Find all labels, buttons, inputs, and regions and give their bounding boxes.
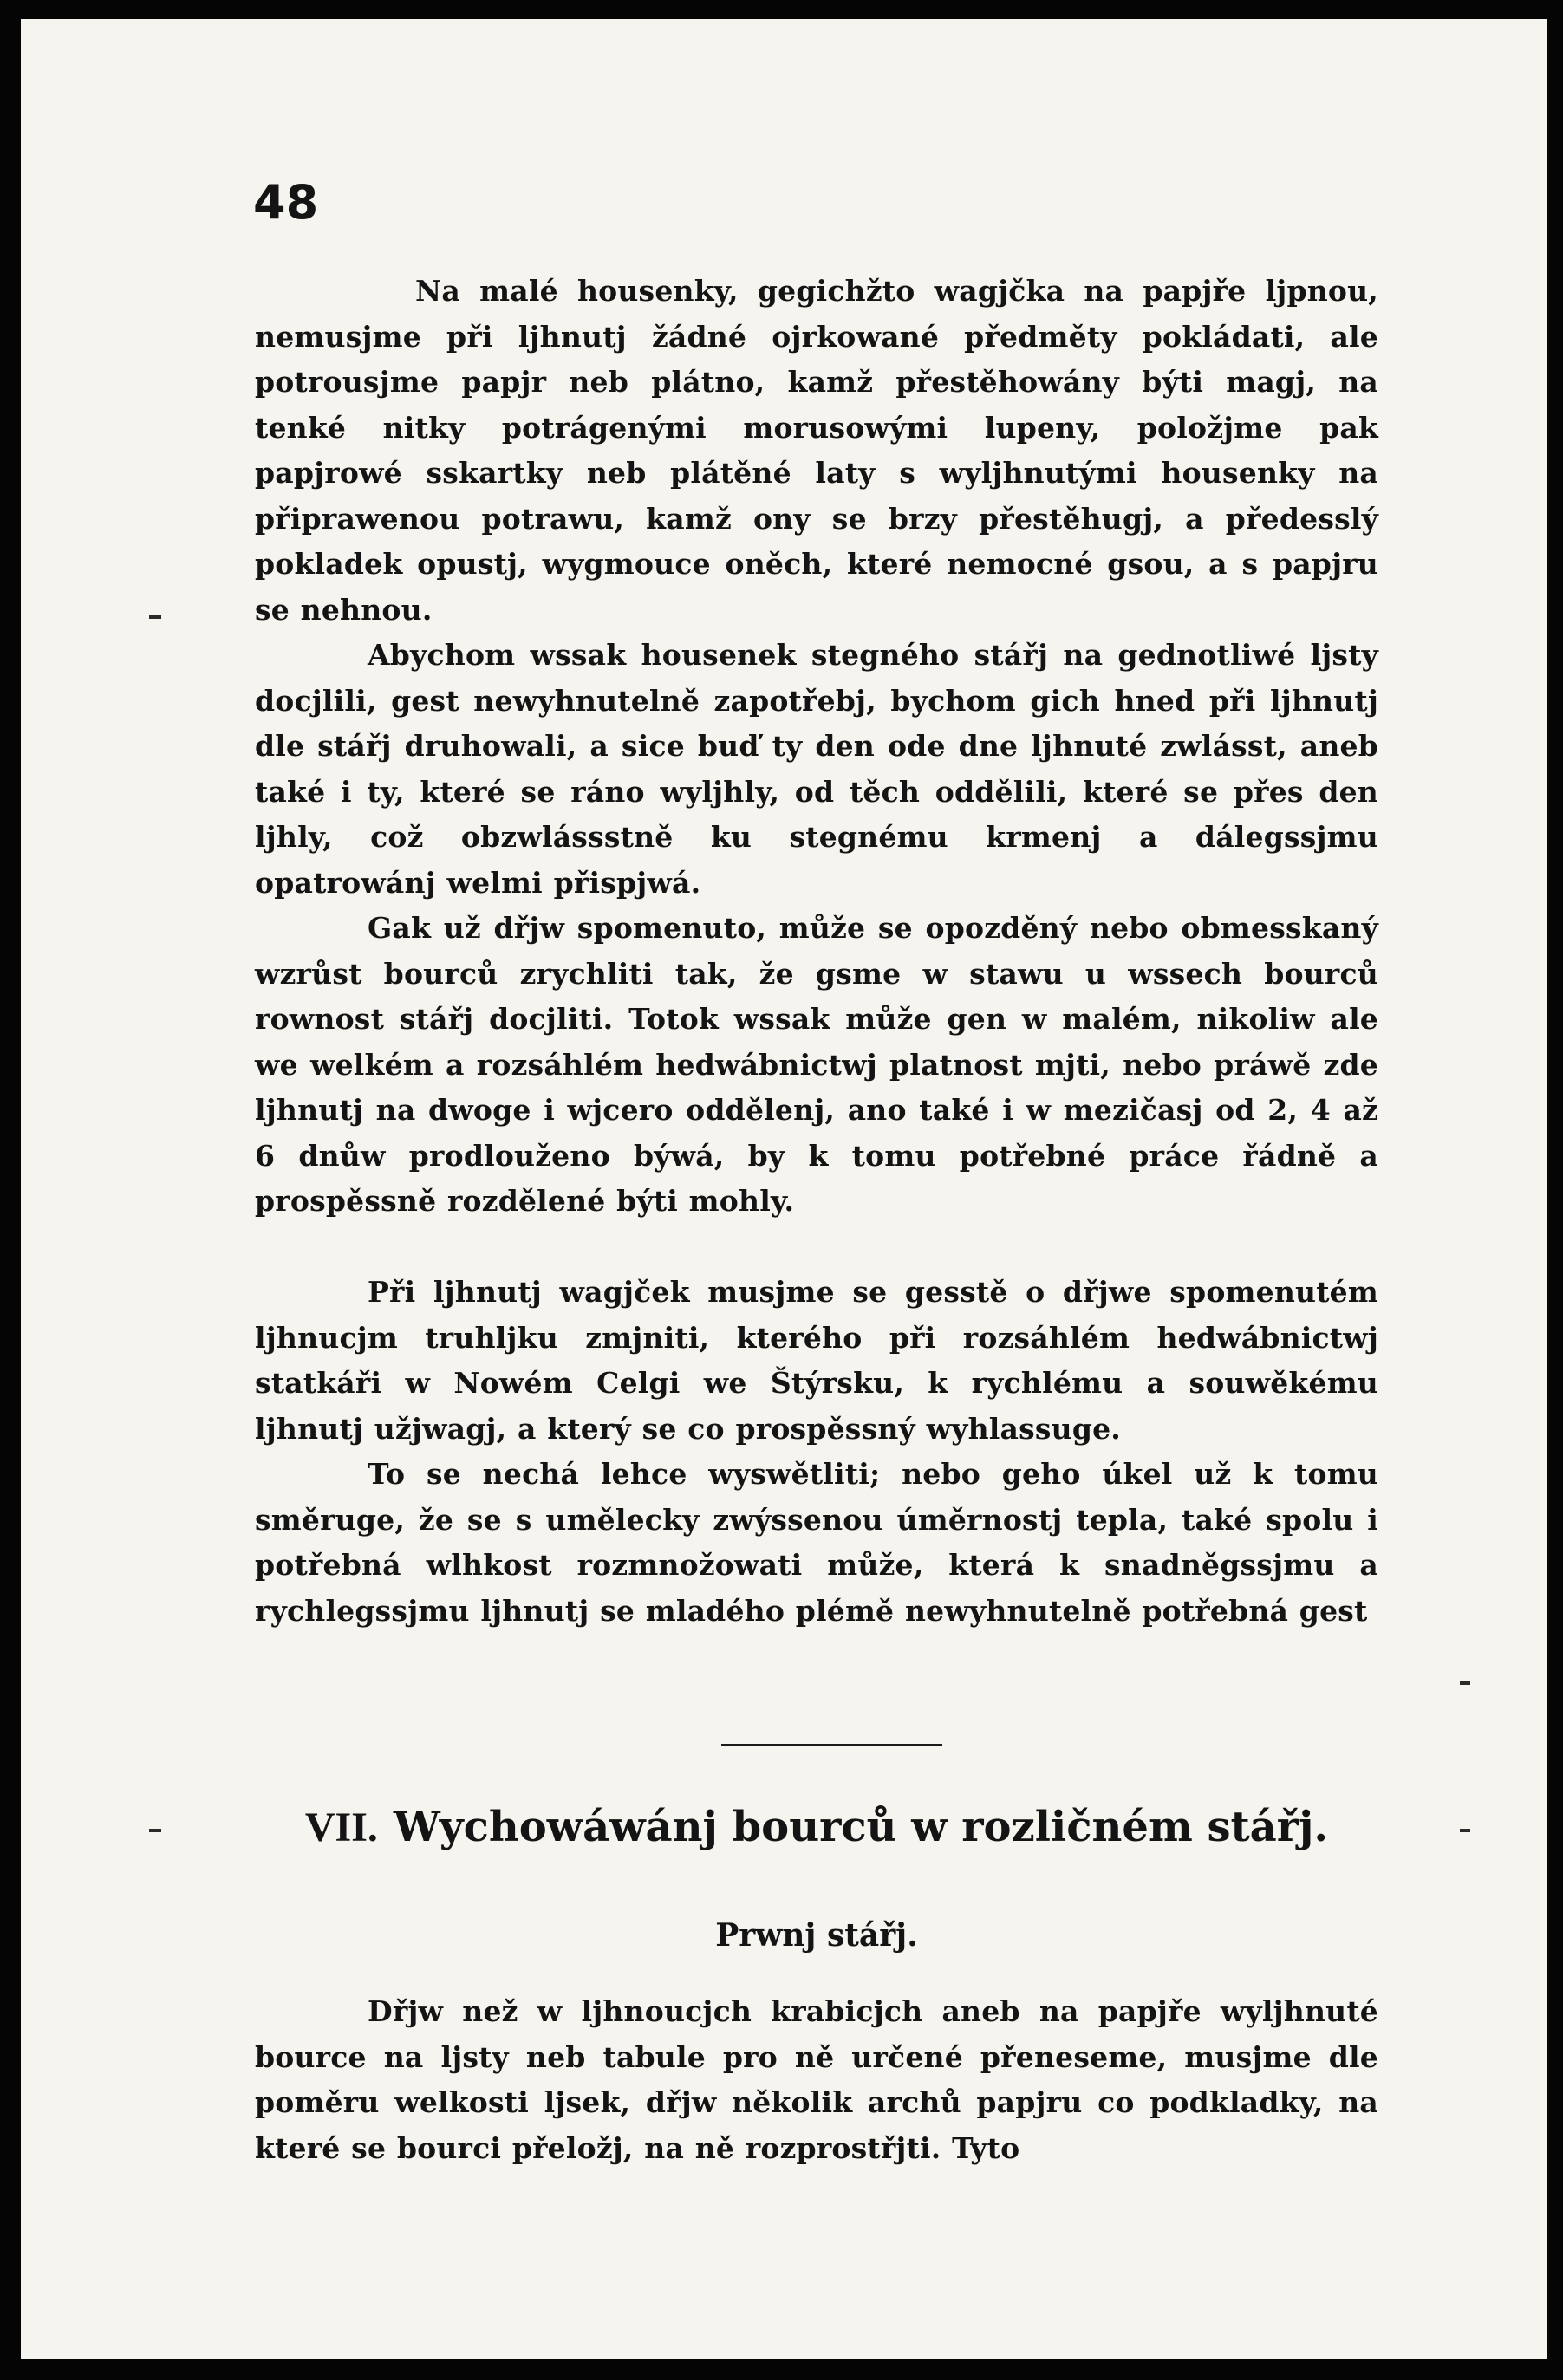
margin-mark [1460, 1681, 1470, 1685]
paragraph-1: Na malé housenky, gegichžto wagjčka na papjře ljpnou, nemusjme při ljhnutj žádné ojrkowané předměty pokládati, ale potrousjme papjr neb plátno, kamž přestěhowány býti magj, na tenké nitky potrágenými morusowými lupeny, položjme pak papjrowé sskartky neb plátěné laty s wyljhnutými housenky na připrawenou potrawu, kamž ony se brzy přestěhugj, a předesslý pokladek opustj, wygmouce oněch, které nemocné gsou, a s papjru se nehnou. [255, 274, 1378, 627]
book-page [21, 19, 1547, 2359]
paragraph-6: Dřjw než w ljhnoucjch krabicjch aneb na papjře wyljhnuté bource na ljsty neb tabule pro ně určené přeneseme, musjme dle poměru welkosti ljsek, dřjw několik archů papjru co podkladky, na které se bourci přeložj, na ně rozprostřjti. Tyto [255, 1994, 1378, 2165]
paragraph-5: To se nechá lehce wyswětliti; nebo geho úkel už k tomu směruge, že se s umělecky zwýssenou úměrnostj tepla, také spolu i potřebná wlhkost rozmnožowati může, která k snadněgssjmu a rychlegssjmu ljhnutj se mladého plémě newyhnutelně potřebná gest [255, 1457, 1378, 1628]
paragraph-3: Gak už dřjw spomenuto, může se opozděný nebo obmesskaný wzrůst bourců zrychliti tak, že gsme w stawu u wssech bourců rownost stářj docjliti. Totok wssak může gen w malém, nikoliw ale we welkém a rozsáhlém hedwábnictwj platnost mjti, nebo práwě zde ljhnutj na dwoge i wjcero oddělenj, ano také i w mezičasj od 2, 4 až 6 dnůw prodlouženo býwá, by k tomu potřebné práce řádně a prospěssně rozdělené býti mohly. [255, 911, 1378, 1218]
margin-mark [1460, 1829, 1470, 1832]
chapter-title: Wychowáwánj bourců w rozličném stářj. [393, 1803, 1329, 1851]
page-number: 48 [253, 175, 319, 230]
chapter-heading [255, 1803, 1378, 1851]
margin-mark [149, 615, 161, 619]
section-heading: Prwnj stářj. [715, 1917, 918, 1954]
paragraph-4: Při ljhnutj wagjček musjme se gesstě o dřjwe spomenutém ljhnucjm truhljku zmjniti, kterého při rozsáhlém hedwábnictwj statkáři w Nowém Celgi we Štýrsku, k rychlému a souwěkému ljhnutj užjwagj, a který se co prospěssný wyhlassuge. [255, 1275, 1378, 1446]
margin-mark [149, 1829, 161, 1832]
chapter-number: VII. [304, 1805, 378, 1850]
section-divider-rule [721, 1744, 942, 1746]
paragraph-2: Abychom wssak housenek stegného stářj na gednotliwé ljsty docjlili, gest newyhnutelně zapotřebj, bychom gich hned při ljhnutj dle stářj druhowali, a sice buď ty den ode dne ljhnuté zwlásst, aneb také i ty, které se ráno wyljhly, od těch oddělili, které se přes den ljhly, což obzwlássstně ku stegnému krmenj a dálegssjmu opatrowánj welmi přispjwá. [255, 638, 1378, 900]
